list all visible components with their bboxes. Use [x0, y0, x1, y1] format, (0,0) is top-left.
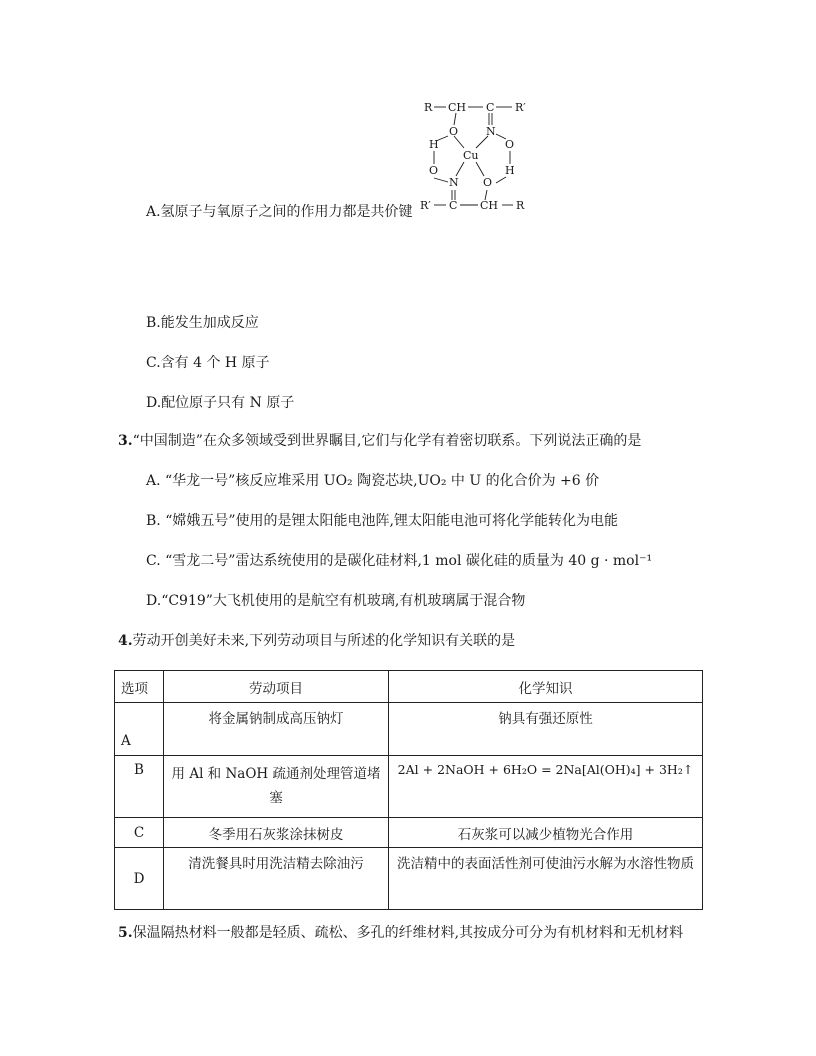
structure-n-upper: N: [486, 125, 496, 138]
row-option: D: [115, 848, 164, 910]
header-chem-knowledge: 化学知识: [389, 671, 703, 703]
question-4-number: 4.: [118, 633, 133, 649]
question-3-number: 3.: [118, 433, 133, 449]
row-labor-item: 冬季用石灰浆涂抹树皮: [164, 818, 389, 848]
structure-o-upper-right: O: [505, 138, 515, 151]
structure-r-top: R: [424, 101, 433, 114]
row-option: A: [115, 703, 164, 756]
q2-option-c-label: C.: [146, 355, 161, 371]
structure-ch-bottom: CH: [480, 199, 499, 212]
table-row: [115, 848, 703, 910]
row-chem-knowledge: 2Al + 2NaOH + 6H₂O = 2Na[Al(OH)₄] + 3H₂↑: [389, 756, 703, 818]
row-labor-item: 用 Al 和 NaOH 疏通剂处理管道堵塞: [164, 756, 389, 818]
row-labor-item: 清洗餐具时用洗洁精去除油污: [164, 848, 389, 910]
structure-n-lower: N: [449, 176, 459, 189]
q3-option-d: [146, 591, 525, 611]
q2-option-c: [146, 353, 270, 373]
q2-option-a-text: 氢原子与氧原子之间的作用力都是共价键: [160, 204, 413, 220]
structure-r-bottom: R: [516, 199, 525, 212]
structure-o-upper-left: O: [449, 125, 459, 138]
question-4-table: [114, 670, 703, 910]
q2-option-b-text: 能发生加成反应: [160, 315, 259, 331]
q2-option-b: [146, 313, 259, 333]
row-option: C: [115, 818, 164, 848]
q3-option-c: [146, 551, 652, 571]
row-option: B: [115, 756, 164, 818]
q2-option-d: [146, 393, 294, 413]
table-row: [115, 756, 703, 818]
question-3-text: “中国制造”在众多领域受到世界瞩目,它们与化学有着密切联系。下列说法正确的是: [132, 433, 642, 449]
structure-rp-top: R′: [515, 101, 526, 114]
question-4-stem: [118, 631, 515, 651]
q2-option-c-text: 含有 4 个 H 原子: [160, 355, 270, 371]
structure-h-left: H: [429, 138, 439, 151]
q3-option-b-label: B.: [146, 513, 161, 529]
header-option: 选项: [115, 671, 164, 703]
copper-complex-structure: [418, 96, 530, 216]
q3-option-b-text: “嫦娥五号”使用的是锂太阳能电池阵,锂太阳能电池可将化学能转化为电能: [165, 513, 618, 529]
q3-option-c-text: “雪龙二号”雷达系统使用的是碳化硅材料,1 mol 碳化硅的质量为 40 g · mol⁻¹: [165, 553, 653, 569]
structure-cu: Cu: [463, 149, 479, 162]
q3-option-b: [146, 511, 618, 531]
q2-option-a-label: A.: [146, 204, 161, 220]
structure-rp-bottom: R′: [420, 199, 431, 212]
structure-c-top: C: [486, 101, 495, 114]
structure-o-lower-right: O: [483, 176, 493, 189]
q3-option-d-label: D.: [146, 593, 162, 609]
row-labor-item: 将金属钠制成高压钠灯: [164, 703, 389, 756]
q3-option-c-label: C.: [146, 553, 161, 569]
q3-option-a-label: A.: [146, 473, 161, 489]
row-chem-knowledge: 钠具有强还原性: [389, 703, 703, 756]
structure-ch-top: CH: [448, 101, 467, 114]
structure-h-right: H: [505, 164, 515, 177]
structure-o-lower-left: O: [429, 164, 439, 177]
structure-c-bottom: C: [449, 199, 458, 212]
q3-option-a: [146, 471, 599, 491]
question-5-stem: [118, 923, 683, 943]
q2-option-b-label: B.: [146, 315, 161, 331]
row-chem-knowledge: 石灰浆可以减少植物光合作用: [389, 818, 703, 848]
row-chem-knowledge: 洗洁精中的表面活性剂可使油污水解为水溶性物质: [389, 848, 703, 910]
question-5-text: 保温隔热材料一般都是轻质、疏松、多孔的纤维材料,其按成分可分为有机材料和无机材料: [132, 925, 684, 941]
table-row: [115, 818, 703, 848]
header-labor-item: 劳动项目: [164, 671, 389, 703]
table-row: [115, 703, 703, 756]
q2-option-a: [146, 202, 413, 222]
table-header-row: [115, 671, 703, 703]
q2-option-d-text: 配位原子只有 N 原子: [161, 395, 295, 411]
question-5-number: 5.: [118, 925, 133, 941]
q3-option-d-text: “C919”大飞机使用的是航空有机玻璃,有机玻璃属于混合物: [161, 593, 526, 609]
question-4-text: 劳动开创美好未来,下列劳动项目与所述的化学知识有关联的是: [132, 633, 516, 649]
q3-option-a-text: “华龙一号”核反应堆采用 UO₂ 陶瓷芯块,UO₂ 中 U 的化合价为 +6 价: [165, 473, 600, 489]
question-3-stem: [118, 431, 641, 451]
q2-option-d-label: D.: [146, 395, 162, 411]
